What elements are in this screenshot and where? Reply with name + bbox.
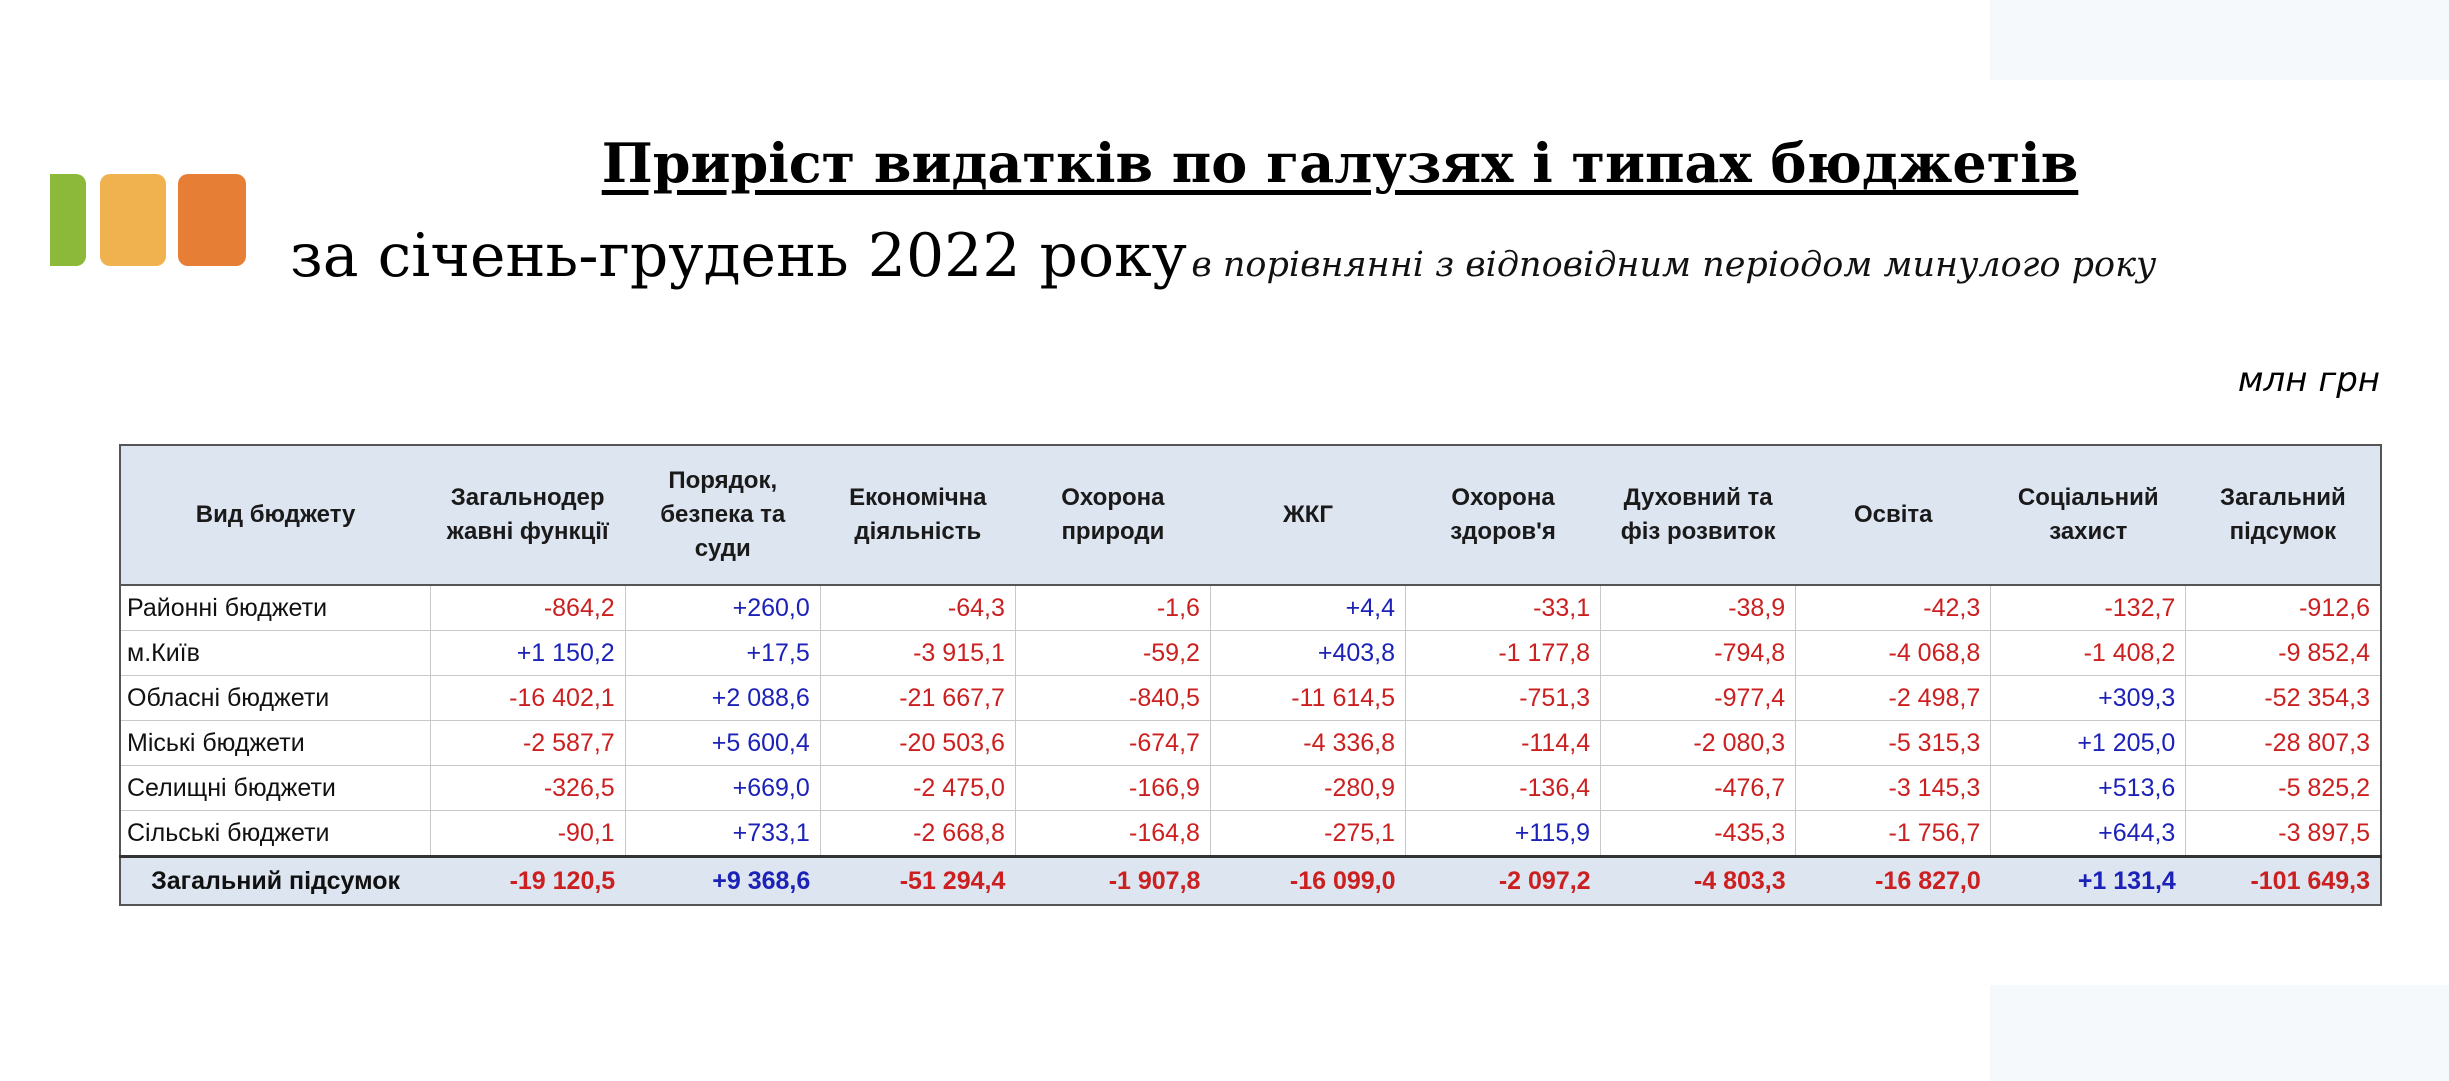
table-cell: -1,6 bbox=[1015, 585, 1210, 631]
table-cell: -5 315,3 bbox=[1796, 721, 1991, 766]
row-label: Сільські бюджети bbox=[120, 811, 430, 857]
column-header: Охорона природи bbox=[1015, 445, 1210, 585]
column-header: Загальний підсумок bbox=[2186, 445, 2381, 585]
logo-square-green bbox=[50, 174, 86, 266]
table-cell: +5 600,4 bbox=[625, 721, 820, 766]
total-cell: -4 803,3 bbox=[1601, 857, 1796, 906]
table-cell: -674,7 bbox=[1015, 721, 1210, 766]
table-cell: -1 177,8 bbox=[1406, 631, 1601, 676]
table-row bbox=[120, 766, 2381, 811]
table-cell: -326,5 bbox=[430, 766, 625, 811]
table-cell: +4,4 bbox=[1210, 585, 1405, 631]
table-total-row bbox=[120, 857, 2381, 906]
table-cell: -3 145,3 bbox=[1796, 766, 1991, 811]
table-cell: -977,4 bbox=[1601, 676, 1796, 721]
budget-table bbox=[119, 444, 2382, 906]
total-cell: -16 827,0 bbox=[1796, 857, 1991, 906]
table-cell: -33,1 bbox=[1406, 585, 1601, 631]
table-cell: -3 915,1 bbox=[820, 631, 1015, 676]
table-row bbox=[120, 631, 2381, 676]
column-header: Економічна діяльність bbox=[820, 445, 1015, 585]
table-cell: -4 336,8 bbox=[1210, 721, 1405, 766]
row-label: Районні бюджети bbox=[120, 585, 430, 631]
logo-square-orange bbox=[178, 174, 246, 266]
page-subtitle bbox=[290, 216, 2440, 312]
table-cell: -2 587,7 bbox=[430, 721, 625, 766]
table-cell: -20 503,6 bbox=[820, 721, 1015, 766]
unit-label: млн грн bbox=[2237, 360, 2380, 400]
table-row bbox=[120, 721, 2381, 766]
table-cell: -132,7 bbox=[1991, 585, 2186, 631]
table-cell: +2 088,6 bbox=[625, 676, 820, 721]
row-label: Обласні бюджети bbox=[120, 676, 430, 721]
table-cell: -3 897,5 bbox=[2186, 811, 2381, 857]
table-cell: -912,6 bbox=[2186, 585, 2381, 631]
table-header-row bbox=[120, 445, 2381, 585]
table-cell: -52 354,3 bbox=[2186, 676, 2381, 721]
table-cell: -114,4 bbox=[1406, 721, 1601, 766]
column-header: Порядок, безпека та суди bbox=[625, 445, 820, 585]
row-label: Міські бюджети bbox=[120, 721, 430, 766]
table-cell: -59,2 bbox=[1015, 631, 1210, 676]
table-cell: -64,3 bbox=[820, 585, 1015, 631]
table-cell: +309,3 bbox=[1991, 676, 2186, 721]
subtitle-note: в порівнянні з відповідним періодом минулого року bbox=[1191, 245, 2157, 285]
table-cell: +403,8 bbox=[1210, 631, 1405, 676]
column-header: Охорона здоров'я bbox=[1406, 445, 1601, 585]
table-cell: -794,8 bbox=[1601, 631, 1796, 676]
total-cell: -16 099,0 bbox=[1210, 857, 1405, 906]
table-cell: -28 807,3 bbox=[2186, 721, 2381, 766]
table-cell: +260,0 bbox=[625, 585, 820, 631]
total-label: Загальний підсумок bbox=[120, 857, 430, 906]
row-label: Селищні бюджети bbox=[120, 766, 430, 811]
table-cell: -1 756,7 bbox=[1796, 811, 1991, 857]
total-cell: +9 368,6 bbox=[625, 857, 820, 906]
column-header: Освіта bbox=[1796, 445, 1991, 585]
total-cell: -1 907,8 bbox=[1015, 857, 1210, 906]
table-cell: -2 475,0 bbox=[820, 766, 1015, 811]
table-cell: +669,0 bbox=[625, 766, 820, 811]
table-cell: -751,3 bbox=[1406, 676, 1601, 721]
table-cell: -435,3 bbox=[1601, 811, 1796, 857]
table-cell: +115,9 bbox=[1406, 811, 1601, 857]
table-cell: -280,9 bbox=[1210, 766, 1405, 811]
table-cell: +1 150,2 bbox=[430, 631, 625, 676]
table-cell: +513,6 bbox=[1991, 766, 2186, 811]
table-cell: -166,9 bbox=[1015, 766, 1210, 811]
total-cell: -51 294,4 bbox=[820, 857, 1015, 906]
table-cell: -476,7 bbox=[1601, 766, 1796, 811]
table-cell: -136,4 bbox=[1406, 766, 1601, 811]
table-row bbox=[120, 585, 2381, 631]
subtitle-period: за січень-грудень 2022 року bbox=[290, 221, 1187, 291]
total-cell: +1 131,4 bbox=[1991, 857, 2186, 906]
total-cell: -2 097,2 bbox=[1406, 857, 1601, 906]
table-cell: -840,5 bbox=[1015, 676, 1210, 721]
table-cell: -11 614,5 bbox=[1210, 676, 1405, 721]
table-cell: -864,2 bbox=[430, 585, 625, 631]
table-row bbox=[120, 811, 2381, 857]
logo-square-yellow bbox=[100, 174, 166, 266]
row-label: м.Київ bbox=[120, 631, 430, 676]
table-cell: +17,5 bbox=[625, 631, 820, 676]
table-cell: -5 825,2 bbox=[2186, 766, 2381, 811]
column-header: Загальнодер жавні функції bbox=[430, 445, 625, 585]
table-cell: -275,1 bbox=[1210, 811, 1405, 857]
table-body bbox=[120, 585, 2381, 857]
table-cell: -2 080,3 bbox=[1601, 721, 1796, 766]
table-cell: +1 205,0 bbox=[1991, 721, 2186, 766]
table-cell: -1 408,2 bbox=[1991, 631, 2186, 676]
table-cell: -16 402,1 bbox=[430, 676, 625, 721]
table-cell: -90,1 bbox=[430, 811, 625, 857]
table-cell: -2 498,7 bbox=[1796, 676, 1991, 721]
page-title: Приріст видатків по галузях і типах бюджетів bbox=[601, 131, 2079, 195]
table-row bbox=[120, 676, 2381, 721]
column-header-budget-type: Вид бюджету bbox=[120, 445, 430, 585]
table-cell: -38,9 bbox=[1601, 585, 1796, 631]
corner-decoration-bottom bbox=[1990, 985, 2449, 1081]
column-header: Духовний та фіз розвиток bbox=[1601, 445, 1796, 585]
table-cell: -164,8 bbox=[1015, 811, 1210, 857]
column-header: Соціальний захист bbox=[1991, 445, 2186, 585]
table-cell: -4 068,8 bbox=[1796, 631, 1991, 676]
corner-decoration-top bbox=[1990, 0, 2449, 80]
table-cell: +733,1 bbox=[625, 811, 820, 857]
total-cell: -101 649,3 bbox=[2186, 857, 2381, 906]
table-cell: -2 668,8 bbox=[820, 811, 1015, 857]
total-cell: -19 120,5 bbox=[430, 857, 625, 906]
table-cell: -21 667,7 bbox=[820, 676, 1015, 721]
table-cell: -9 852,4 bbox=[2186, 631, 2381, 676]
table-cell: -42,3 bbox=[1796, 585, 1991, 631]
table-cell: +644,3 bbox=[1991, 811, 2186, 857]
column-header: ЖКГ bbox=[1210, 445, 1405, 585]
